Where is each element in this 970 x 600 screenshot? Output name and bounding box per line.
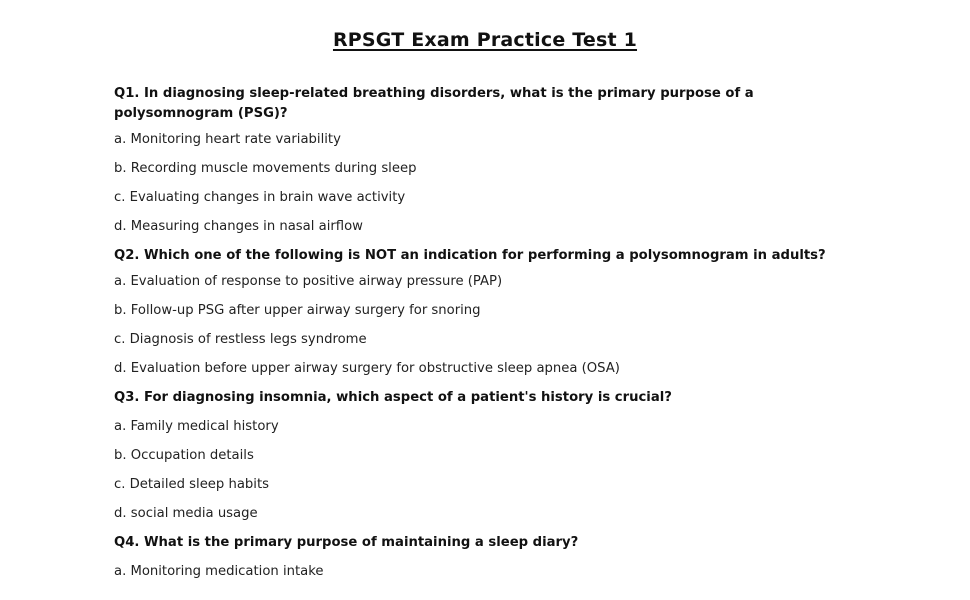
question-2-option-a: a. Evaluation of response to positive airway pressure (PAP) <box>114 274 503 289</box>
question-1-option-c: c. Evaluating changes in brain wave activity <box>114 190 406 205</box>
question-3-text: Q3. For diagnosing insomnia, which aspect of a patient's history is crucial? <box>114 390 672 405</box>
question-3-option-a: a. Family medical history <box>114 419 279 434</box>
question-1-option-b: b. Recording muscle movements during sleep <box>114 161 417 176</box>
question-2-text: Q2. Which one of the following is NOT an indication for performing a polysomnogram in adults? <box>114 248 826 263</box>
question-block-4 <box>114 533 834 582</box>
question-2-option-b: b. Follow-up PSG after upper airway surgery for snoring <box>114 303 481 318</box>
question-1-text: Q1. In diagnosing sleep-related breathing disorders, what is the primary purpose of a polysomnogram (PSG)? <box>114 86 754 121</box>
question-1-option-a: a. Monitoring heart rate variability <box>114 132 341 147</box>
question-block-3 <box>114 388 834 524</box>
question-list <box>114 84 834 591</box>
question-3-option-b: b. Occupation details <box>114 448 254 463</box>
question-2-option-c: c. Diagnosis of restless legs syndrome <box>114 332 367 347</box>
question-3-option-d: d. social media usage <box>114 506 258 521</box>
question-block-1 <box>114 84 834 237</box>
question-2-option-d: d. Evaluation before upper airway surgery for obstructive sleep apnea (OSA) <box>114 361 620 376</box>
question-4-text: Q4. What is the primary purpose of maintaining a sleep diary? <box>114 535 579 550</box>
document-title <box>0 29 970 51</box>
title-text: RPSGT Exam Practice Test 1 <box>332 29 638 51</box>
question-4-option-a: a. Monitoring medication intake <box>114 564 324 579</box>
question-3-option-c: c. Detailed sleep habits <box>114 477 269 492</box>
question-block-2 <box>114 246 834 379</box>
question-1-option-d: d. Measuring changes in nasal airflow <box>114 219 363 234</box>
